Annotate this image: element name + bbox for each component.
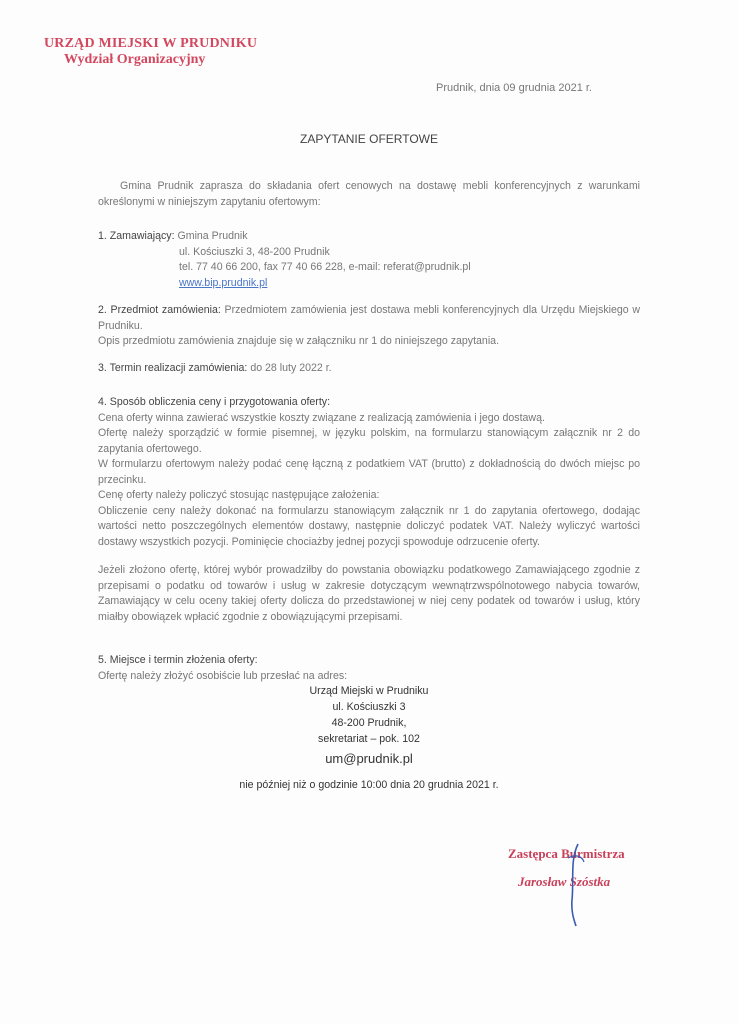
section1-name: Gmina Prudnik [177, 230, 248, 242]
section1-contact: tel. 77 40 66 200, fax 77 40 66 228, e-mail: referat@prudnik.pl [179, 261, 471, 273]
section-subject [98, 303, 640, 350]
section4-p3: W formularzu ofertowym należy podać cenę łączną z podatkiem VAT (brutto) z dokładnością do dwóch miejsc po przecinku. [98, 458, 640, 486]
address-line3: 48-200 Prudnik, [331, 717, 407, 729]
document-date: Prudnik, dnia 09 grudnia 2021 r. [436, 82, 592, 94]
office-stamp-line1: URZĄD MIEJSKI W PRUDNIKU [44, 36, 258, 51]
signature-title-stamp: Zastępca Burmistrza [508, 846, 625, 861]
section4-p2: Ofertę należy sporządzić w formie pisemnej, w języku polskim, na formularzu stanowiącym załącznik nr 2 do zapytania ofertowego. [98, 427, 640, 455]
section5-text: Ofertę należy złożyć osobiście lub przesłać na adres: [98, 669, 348, 682]
section3-text: do 28 luty 2022 r. [250, 362, 332, 374]
section1-website-link[interactable]: www.bip.prudnik.pl [179, 276, 268, 289]
section3-heading: 3. Termin realizacji zamówienia: [98, 362, 248, 374]
signature-name-stamp: Jarosław Szóstka [518, 874, 611, 889]
document-title: ZAPYTANIE OFERTOWE [299, 132, 439, 146]
section4-p5: Obliczenie ceny należy dokonać na formularzu stanowiącym załącznik nr 1 do zapytania ofertowego, dodając wartości netto poszczególnych elementów dostawy, następnie doliczyć podatek VAT. Należy wyliczyć wartości dostawy wszystkich pozycji. Pominięcie chociażby jednej pozycji spowoduje odrzucenie oferty. [98, 504, 640, 548]
section2-text2: Opis przedmiotu zamówienia znajduje się w załączniku nr 1 do niniejszego zapytania. [98, 335, 500, 347]
submission-deadline: nie później niż o godzinie 10:00 dnia 20 grudnia 2021 r. [239, 779, 499, 791]
section5-heading: 5. Miejsce i termin złożenia oferty: [98, 654, 258, 666]
submission-address [98, 683, 640, 747]
section1-address: ul. Kościuszki 3, 48-200 Prudnik [179, 245, 330, 258]
section4-p1: Cena oferty winna zawierać wszystkie koszty związane z realizacją zamówienia i jego dostawą. [98, 411, 545, 424]
section4-p4: Cenę oferty należy policzyć stosując następujące założenia: [98, 489, 380, 501]
section4-p6: Jeżeli złożono ofertę, której wybór prowadziłby do powstania obowiązku podatkowego Zamawiającego zgodnie z przepisami o podatku od towarów i usług w zakresie dotyczącym wewnątrzwspólnotowego nabycia towarów, Zamawiający w celu oceny takiej oferty dolicza do przedstawionej w niej ceny podatek od towarów i usług, który miałby obowiązek wpłacić zgodnie z obowiązującymi przepisami. [98, 564, 640, 623]
handwritten-signature [560, 840, 600, 930]
address-line4: sekretariat – pok. 102 [318, 733, 420, 745]
section2-heading: 2. Przedmiot zamówienia: [98, 304, 221, 316]
address-line2: ul. Kościuszki 3 [332, 701, 406, 713]
section1-heading: 1. Zamawiający: [98, 230, 175, 242]
intro-paragraph: Gmina Prudnik zaprasza do składania ofert cenowych na dostawę mebli konferencyjnych z warunkami określonymi w niniejszym zapytaniu ofertowym: [98, 180, 640, 208]
section-submission [98, 653, 640, 684]
section2-text: Przedmiotem zamówienia jest dostawa mebli konferencyjnych dla Urzędu Miejskiego w Prudniku. [98, 304, 640, 332]
section4-heading: 4. Sposób obliczenia ceny i przygotowania oferty: [98, 396, 331, 408]
section-deadline [98, 361, 640, 377]
address-line1: Urząd Miejski w Prudniku [309, 685, 429, 697]
office-stamp-line2: Wydział Organizacyjny [64, 52, 206, 67]
section-price-calculation [98, 395, 640, 550]
section-contracting-authority [98, 229, 658, 291]
submission-email[interactable]: um@prudnik.pl [325, 751, 413, 766]
